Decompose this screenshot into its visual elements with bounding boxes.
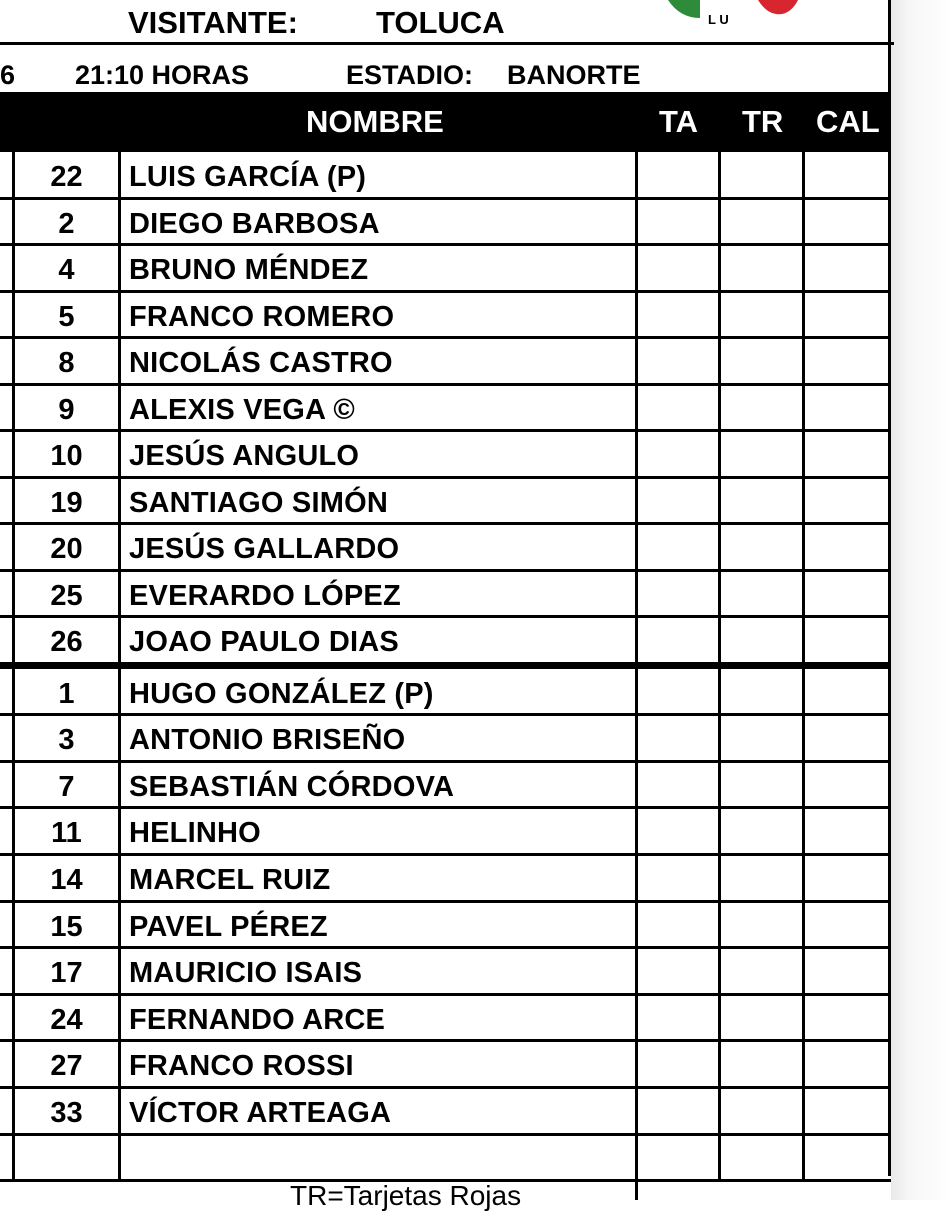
player-name: NICOLÁS CASTRO bbox=[129, 347, 393, 379]
ta-column-line bbox=[635, 152, 638, 1181]
player-number: 9 bbox=[58, 393, 75, 426]
player-name: DIEGO BARBOSA bbox=[129, 207, 380, 240]
visitor-label: VISITANTE: bbox=[128, 5, 298, 40]
player-number: 22 bbox=[50, 161, 83, 193]
table-row bbox=[0, 715, 891, 762]
player-number: 10 bbox=[50, 440, 83, 472]
player-number: 26 bbox=[50, 626, 83, 658]
stadium-name: BANORTE bbox=[507, 60, 641, 90]
player-number: 4 bbox=[58, 254, 75, 286]
player-name: EVERARDO LÓPEZ bbox=[129, 579, 401, 612]
logo-letters: L U bbox=[708, 12, 729, 27]
player-number: 3 bbox=[58, 724, 75, 757]
player-number: 11 bbox=[51, 817, 82, 850]
player-name: MARCEL RUIZ bbox=[129, 863, 331, 896]
player-name: FRANCO ROSSI bbox=[129, 1050, 354, 1083]
player-name: HELINHO bbox=[129, 817, 261, 850]
column-header-tr: TR bbox=[742, 104, 784, 139]
footer-legend: TR=Tarjetas Rojas bbox=[290, 1180, 522, 1211]
player-name: BRUNO MÉNDEZ bbox=[129, 254, 369, 286]
cal-column-line bbox=[802, 152, 805, 1181]
player-name: LUIS GARCÍA (P) bbox=[129, 161, 367, 193]
player-name: MAURICIO ISAIS bbox=[129, 957, 363, 990]
match-time: 21:10 HORAS bbox=[75, 60, 250, 90]
player-name: JOAO PAULO DIAS bbox=[129, 626, 399, 658]
table-right-border bbox=[888, 0, 891, 1176]
player-name: FERNANDO ARCE bbox=[129, 1003, 386, 1036]
player-name: FRANCO ROMERO bbox=[129, 300, 395, 333]
table-row bbox=[0, 669, 891, 716]
player-number: 20 bbox=[50, 533, 83, 565]
table-row bbox=[0, 292, 891, 339]
player-number: 5 bbox=[58, 300, 75, 333]
player-number: 8 bbox=[58, 347, 75, 379]
table-row bbox=[0, 617, 891, 664]
player-name: JESÚS ANGULO bbox=[129, 440, 360, 472]
player-name: HUGO GONZÁLEZ (P) bbox=[129, 677, 434, 710]
player-number: 19 bbox=[50, 486, 83, 519]
player-name: JESÚS GALLARDO bbox=[129, 533, 400, 565]
header-divider bbox=[0, 42, 894, 45]
table-row bbox=[0, 478, 891, 525]
column-header-band bbox=[0, 92, 891, 152]
player-number: 15 bbox=[50, 910, 83, 943]
table-row bbox=[0, 1135, 891, 1182]
table-left-line bbox=[12, 152, 15, 1181]
player-number: 14 bbox=[50, 863, 83, 896]
stadium-label: ESTADIO: bbox=[346, 60, 473, 90]
table-row bbox=[0, 855, 891, 902]
table-row bbox=[0, 338, 891, 385]
league-logo bbox=[660, 0, 810, 30]
player-number: 25 bbox=[50, 579, 83, 612]
visitor-team: TOLUCA bbox=[376, 5, 505, 40]
table-row bbox=[0, 199, 891, 246]
table-row bbox=[0, 152, 891, 199]
table-row bbox=[0, 245, 891, 292]
table-row bbox=[0, 1041, 891, 1088]
footer-column-line bbox=[635, 1181, 638, 1200]
player-number: 17 bbox=[50, 957, 83, 990]
column-header-name: NOMBRE bbox=[306, 104, 444, 139]
player-number: 27 bbox=[50, 1050, 83, 1083]
table-row bbox=[0, 948, 891, 995]
player-name: SEBASTIÁN CÓRDOVA bbox=[129, 770, 455, 803]
player-number: 33 bbox=[50, 1096, 83, 1129]
table-row bbox=[0, 431, 891, 478]
page-edge-shadow bbox=[891, 0, 951, 1200]
player-name: ALEXIS VEGA © bbox=[129, 393, 355, 426]
table-row bbox=[0, 385, 891, 432]
player-number: 2 bbox=[58, 207, 75, 240]
player-number: 24 bbox=[50, 1003, 83, 1036]
player-number: 7 bbox=[58, 770, 75, 803]
starters-substitutes-separator bbox=[0, 662, 891, 669]
date-fragment: 6 bbox=[0, 60, 16, 90]
table-row bbox=[0, 524, 891, 571]
player-name: PAVEL PÉREZ bbox=[129, 910, 328, 943]
table-row bbox=[0, 571, 891, 618]
table-row bbox=[0, 995, 891, 1042]
tr-column-line bbox=[718, 152, 721, 1181]
player-number: 1 bbox=[58, 677, 75, 710]
player-name: ANTONIO BRISEÑO bbox=[129, 724, 406, 757]
column-header-cal: CAL bbox=[816, 104, 880, 139]
player-name: SANTIAGO SIMÓN bbox=[129, 486, 388, 519]
league-logo-icon bbox=[660, 0, 810, 30]
table-row bbox=[0, 1088, 891, 1135]
column-header-ta: TA bbox=[659, 104, 699, 139]
table-row bbox=[0, 808, 891, 855]
table-row bbox=[0, 902, 891, 949]
number-column-line bbox=[118, 152, 121, 1181]
table-row bbox=[0, 762, 891, 809]
player-name: VÍCTOR ARTEAGA bbox=[129, 1096, 392, 1129]
